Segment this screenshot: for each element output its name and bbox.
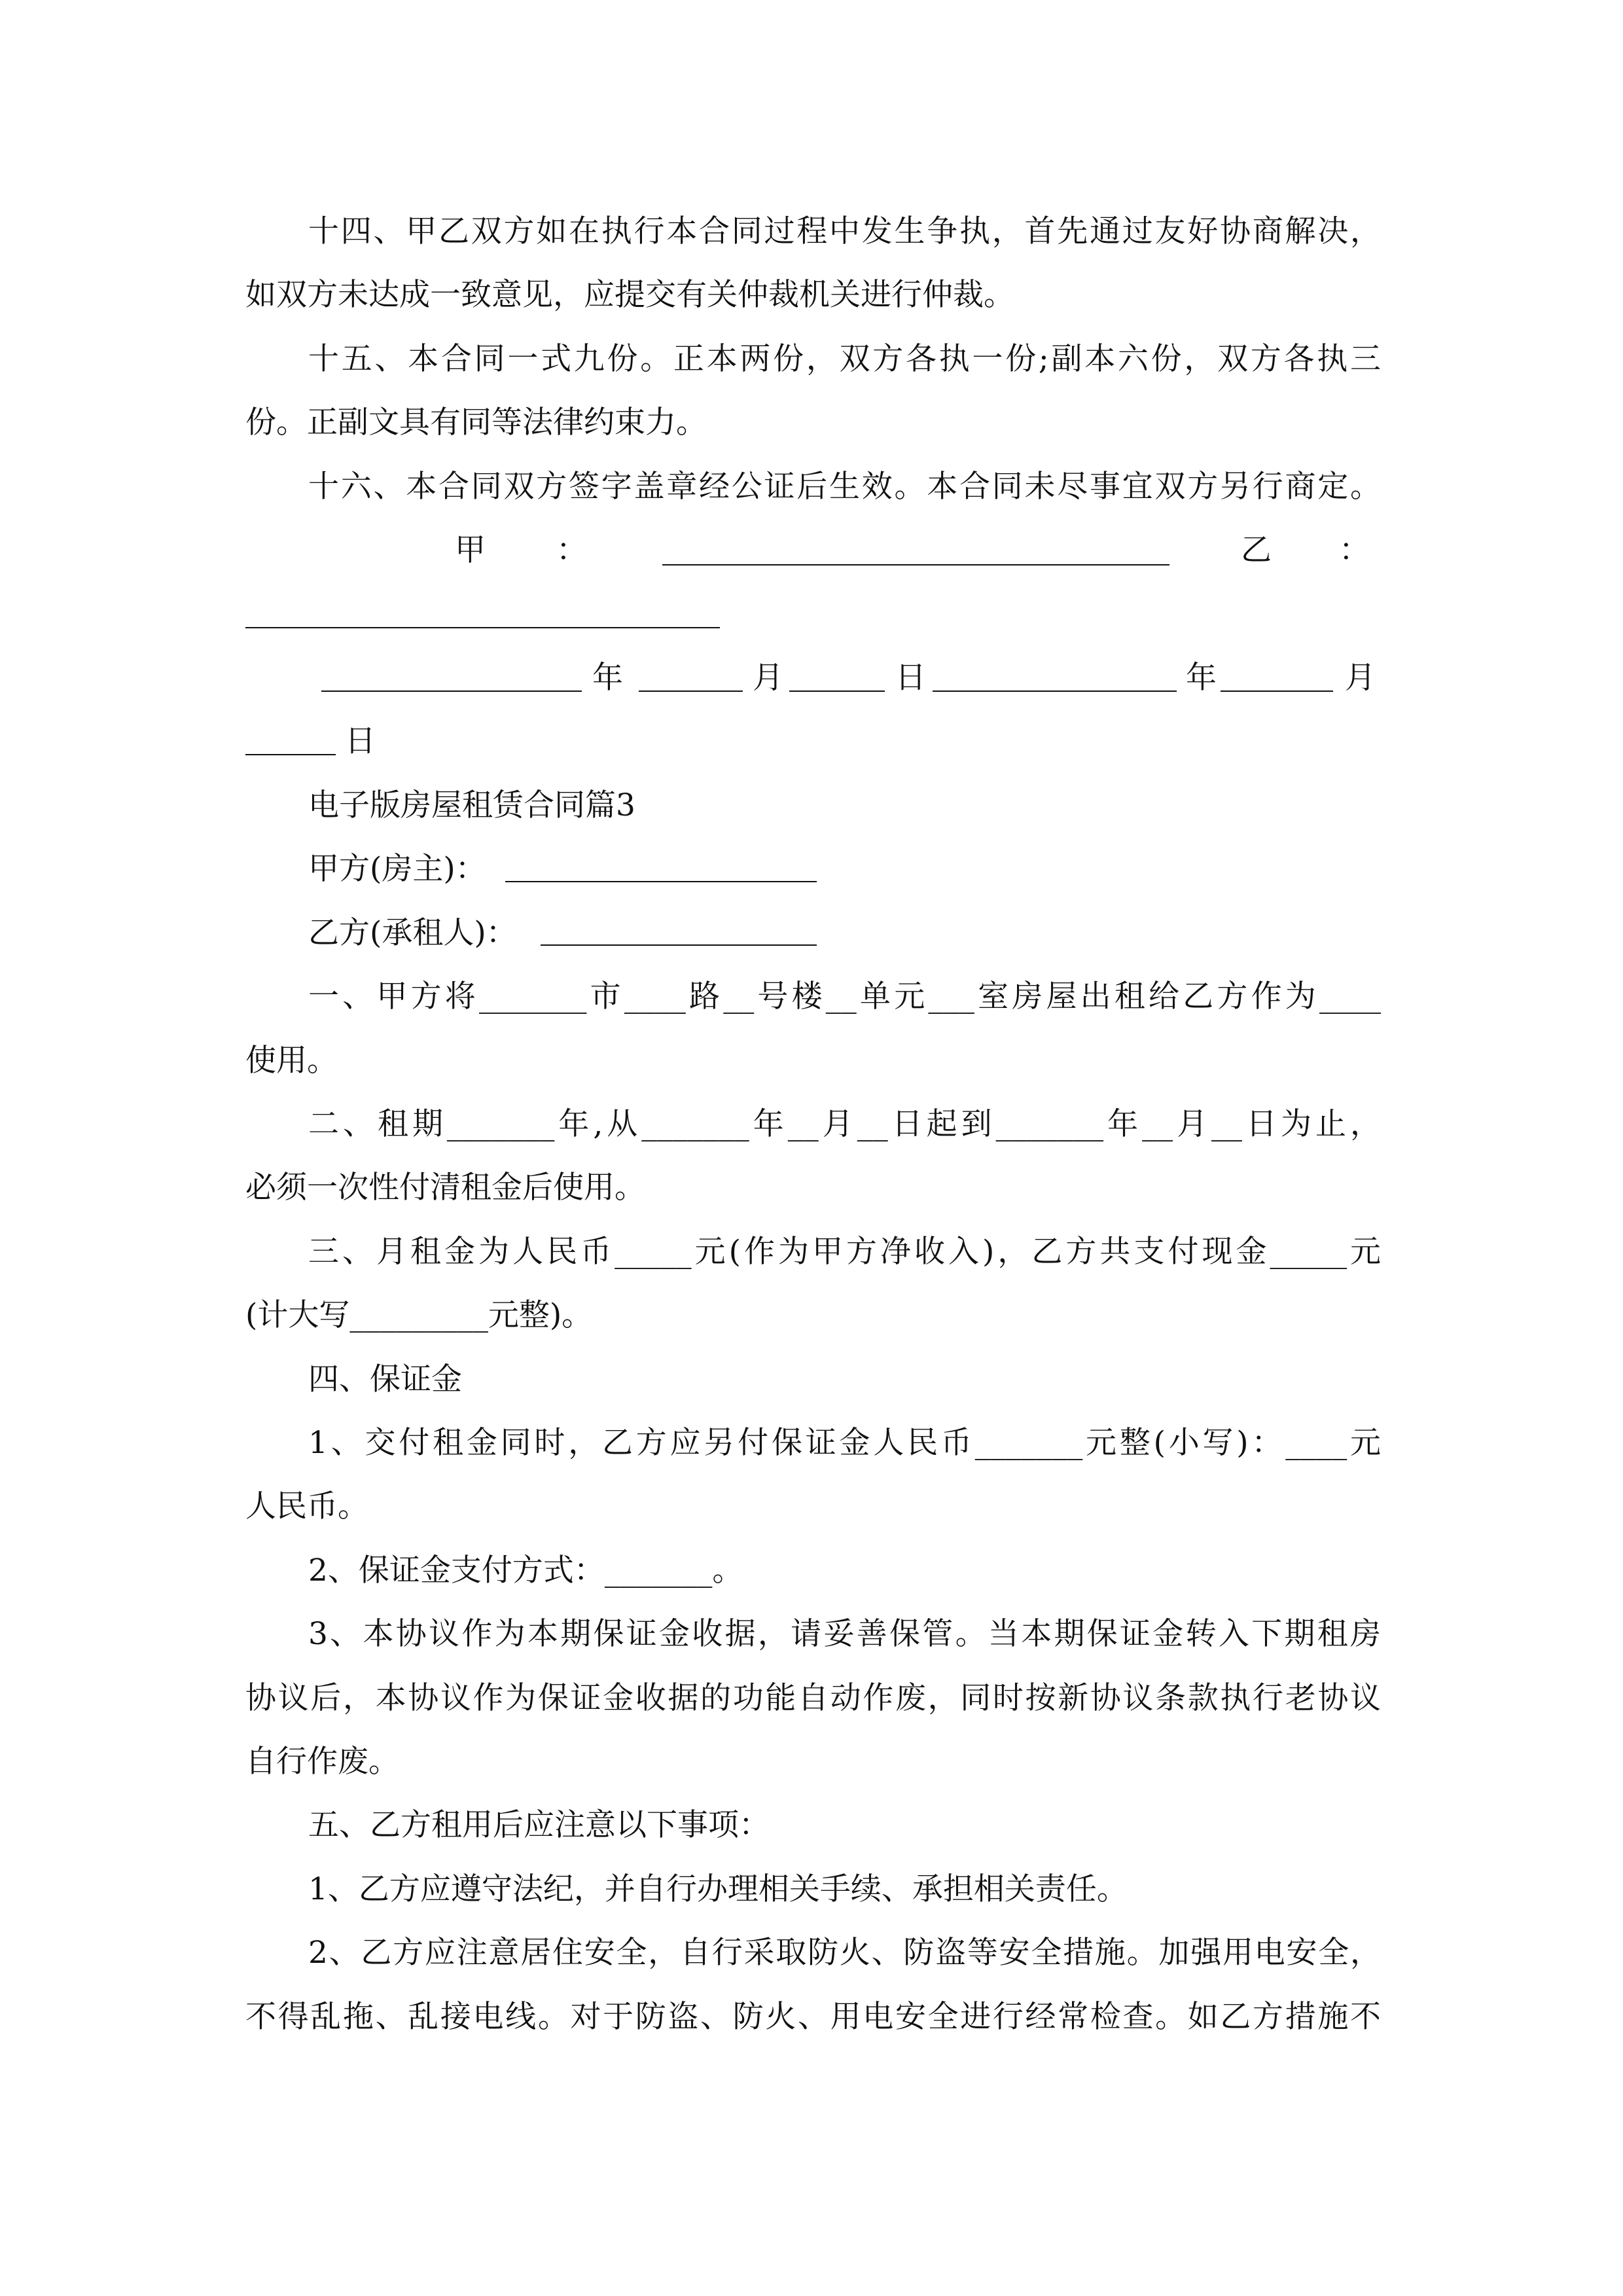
clause-2-line-1: 二、租期_______年,从_______年__月__日起到_______年__月__日为止， xyxy=(308,1106,1381,1142)
clause-3-line-1: 三、月租金为人民币_____元(作为甲方净收入)，乙方共支付现金_____元 xyxy=(308,1234,1381,1270)
party-a-month-blank[interactable] xyxy=(639,691,743,692)
contract-title: 电子版房屋租赁合同篇3 xyxy=(308,787,635,823)
year-label-b: 年 xyxy=(1186,660,1217,696)
party-b-day-blank[interactable] xyxy=(245,754,336,755)
party-a-signature-line[interactable] xyxy=(662,564,1169,565)
party-a-year-blank[interactable] xyxy=(321,691,582,692)
clause-15-line-2: 份。正副文具有同等法律约束力。 xyxy=(245,404,707,440)
clause-4-3-line-3: 自行作废。 xyxy=(245,1744,399,1780)
clause-2-line-2: 必须一次性付清租金后使用。 xyxy=(245,1170,645,1206)
clause-4-1-line-1: 1、交付租金同时，乙方应另付保证金人民币_______元整(小写)：____元 xyxy=(308,1425,1381,1461)
clause-14-line-1: 十四、甲乙双方如在执行本合同过程中发生争执，首先通过友好协商解决， xyxy=(308,213,1381,249)
clause-4-heading: 四、保证金 xyxy=(308,1361,462,1397)
clause-5-2-line-1: 2、乙方应注意居住安全，自行采取防火、防盗等安全措施。加强用电安全， xyxy=(308,1935,1381,1971)
party-a-colon: ： xyxy=(556,532,587,568)
party-a-label: 甲 xyxy=(455,532,486,568)
year-label-a: 年 xyxy=(592,660,623,696)
party-b-month-blank[interactable] xyxy=(1221,691,1333,692)
landlord-label: 甲方(房主)： xyxy=(308,851,486,887)
party-b-colon: ： xyxy=(1339,532,1370,568)
party-b-label: 乙 xyxy=(1241,532,1272,568)
day-label-b: 日 xyxy=(345,723,376,759)
clause-4-3-line-2: 协议后，本协议作为保证金收据的功能自动作废，同时按新协议条款执行老协议 xyxy=(245,1680,1381,1716)
day-label-a: 日 xyxy=(895,660,926,696)
month-label-a: 月 xyxy=(753,660,783,696)
tenant-label: 乙方(承租人)： xyxy=(308,915,517,951)
clause-4-3-line-1: 3、本协议作为本期保证金收据，请妥善保管。当本期保证金转入下期租房 xyxy=(308,1616,1381,1652)
clause-14-line-2: 如双方未达成一致意见，应提交有关仲裁机关进行仲裁。 xyxy=(245,277,1014,313)
clause-5-heading: 五、乙方租用后应注意以下事项： xyxy=(308,1807,770,1843)
clause-5-2-line-2: 不得乱拖、乱接电线。对于防盗、防火、用电安全进行经常检查。如乙方措施不 xyxy=(245,1999,1381,2035)
clause-1-line-1: 一、甲方将_______市____路__号楼__单元___室房屋出租给乙方作为____ xyxy=(308,978,1381,1014)
clause-5-1: 1、乙方应遵守法纪，并自行办理相关手续、承担相关责任。 xyxy=(308,1871,1128,1907)
landlord-blank[interactable] xyxy=(505,881,817,882)
clause-1-line-2: 使用。 xyxy=(245,1043,338,1079)
month-label-b: 月 xyxy=(1345,660,1376,696)
clause-15-line-1: 十五、本合同一式九份。正本两份，双方各执一份;副本六份，双方各执三 xyxy=(308,341,1381,377)
clause-4-2: 2、保证金支付方式：_______。 xyxy=(308,1552,743,1588)
party-b-year-blank[interactable] xyxy=(933,691,1177,692)
clause-3-line-2: (计大写_________元整)。 xyxy=(245,1297,593,1333)
party-a-day-blank[interactable] xyxy=(789,691,885,692)
party-b-signature-line[interactable] xyxy=(245,627,720,628)
clause-4-1-line-2: 人民币。 xyxy=(245,1488,368,1524)
tenant-blank[interactable] xyxy=(541,944,817,946)
clause-16: 十六、本合同双方签字盖章经公证后生效。本合同未尽事宜双方另行商定。 xyxy=(308,469,1381,505)
